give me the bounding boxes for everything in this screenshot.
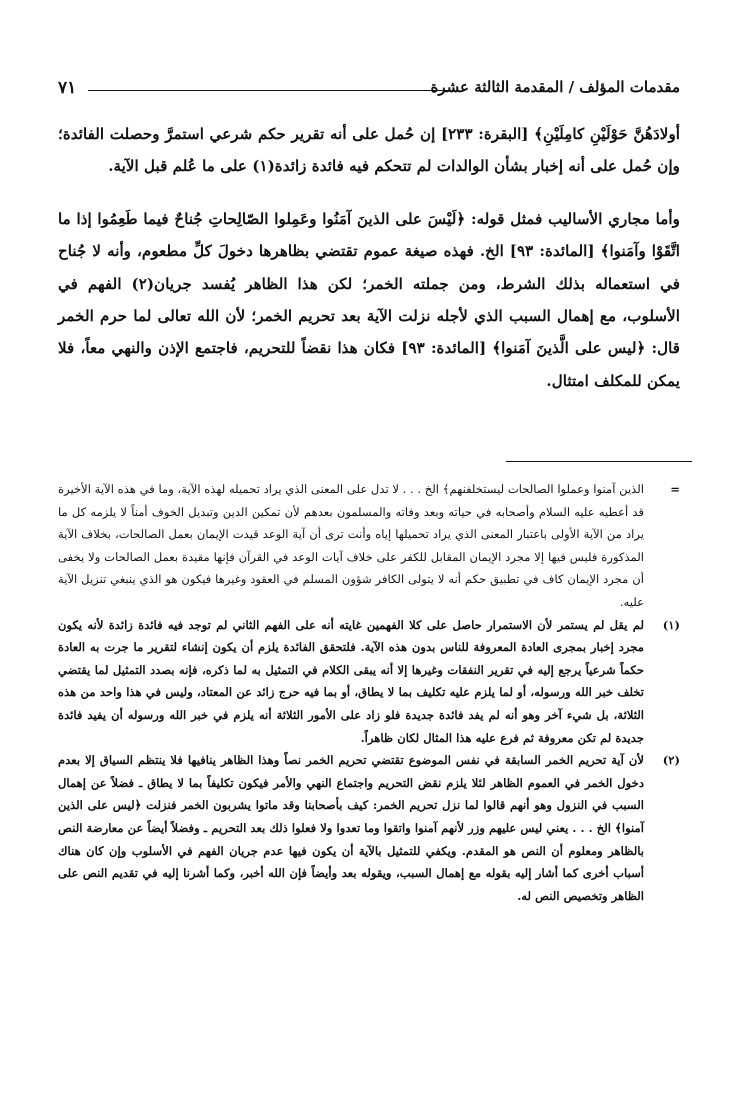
footnote-text: لم يقل لم يستمر لأن الاستمرار حاصل على كلا الفهمين غايته أنه على الفهم الثاني لم توجد فيه فائدة زائدة لأنه يكون مجرد إخبار بمجرى العادة المعروفة للناس بدون هذه الآية. فلتحقق الفائدة يلزم أن يكون إنشاء لتقرير ما جرت به العادة حكماً شرعياً يرجع إليه في تقرير النفقات وغيرها إلا أنه يبقى الكلام في التمثيل به لما ذكره، فإنه بصدد التمثيل لما يقتضي تخلف خبر الله ورسوله، أو لما يلزم عليه تكليف بما لا يطاق، أو بما فيه حرج زائد عن المعتاد، وليس في هذا واحد من هذه الثلاثة، بل شيء آخر وهو أنه لم يفد فائدة جديدة فلو زاد على الأمور الثلاثة أنه يلزم في خبر الله ورسوله أن يفيد فائدة جديدة لم تكن معروفة ثم فرع عليه هذا المثال لكان ظاهراً.: [58, 617, 644, 745]
footnotes: [58, 478, 680, 907]
footnote-continuation: [58, 478, 680, 614]
page-header: [58, 78, 680, 104]
footnote-marker: =: [670, 482, 680, 496]
header-rule: [88, 90, 448, 91]
footnote-separator: [506, 461, 692, 462]
footnote-marker: (٢): [662, 753, 680, 768]
main-text: [58, 118, 680, 397]
paragraph: وأما مجاري الأساليب فمثل قوله: ﴿لَيْسَ على الذينَ آمَنُوا وعَمِلوا الصّالِحاتِ جُناحٌ فيما طَعِمُوا إذا ما اتَّقَوْا وآمَنوا﴾ [المائدة: ٩٣] الخ. فهذه صيغة عموم تقتضي بظاهرها دخولَ كلِّ مطعوم، وأنه لا جُناح في استعماله بذلك الشرط، ومن جملته الخمر؛ لكن هذا الظاهر يُفسد جريان(٢) الفهم في الأسلوب، مع إهمال السبب الذي لأجله نزلت الآية بعد تحريم الخمر؛ لأن الله تعالى لما حرم الخمر قال: ﴿ليس على الَّذينَ آمَنوا﴾ [المائدة: ٩٣] فكان هذا نقضاً للتحريم، فاجتمع الإذن والنهي معاً، فلا يمكن للمكلف امتثال.: [58, 209, 680, 390]
paragraph: أولادَهُنَّ حَوْلَيْنِ كامِلَيْنِ﴾ [البقرة: ٢٣٣] إن حُمل على أنه تقرير حكم شرعي استمرَّ وحصلت الفائدة؛ وإن حُمل على أنه إخبار بشأن الوالدات لم تتحكم فيه فائدة زائدة(١) على ما عُلم قبل الآية.: [58, 125, 681, 176]
footnote-2: [58, 749, 680, 907]
footnote-1: [58, 614, 680, 750]
running-title: مقدمات المؤلف / المقدمة الثالثة عشرة: [430, 78, 680, 96]
footnote-text: لأن آية تحريم الخمر السابقة في نفس الموضوع تقتضي تحريم الخمر نصاً وهذا الظاهر ينافيها فلا ينتظم السياق إلا بعدم دخول الخمر في العموم الظاهر لئلا يلزم نقض التحريم واجتماع النهي والأمر فيكون تكليفاً بما لا يطاق ـ فضلاً عن إهمال السبب في النزول وهو أنهم قالوا لما نزل تحريم الخمر: كيف بأصحابنا وقد ماتوا يشربون الخمر فنزلت ﴿ليس على الذين آمنوا﴾ الخ . . . يعني ليس عليهم وزر لأنهم آمنوا واتقوا وما تعدوا ولا فعلوا ذلك بعد التحريم ـ وفضلاً أيضاً عن معارضة النص بالظاهر ومعلوم أن النص هو المقدم. ويكفي للتمثيل بالآية أن يكون فيها عدم جريان الفهم في الأسلوب وإن كان هناك أسباب أخرى كما أشار إليه بقوله مع إهمال السبب، ويقوله بعد وأيضاً فإن الله أخبر، وكما أشرنا إليه في تقديم النص على الظاهر وتخصيص النص له.: [58, 753, 644, 903]
footnote-text: الذين آمنوا وعملوا الصالحات ليستخلفنهم﴾ الخ . . . لا تدل على المعنى الذي يراد تحميله لهذه الآية، وما في هذه الآية الأخيرة قد أعطيه عليه السلام وأصحابه في حياته وبعد وفاته والمسلمون بعدهم لأن تمكين الدين وتبديل الخوف أمناً لا يلزمه كل ما يراد من الآية الأولى باعتبار المعنى الذي يراد تحميلها إياه وأنت ترى أن آية الوعد قيدت الإيمان بعمل الصالحات، بخلاف الآية المذكورة فليس فيها إلا مجرد الإيمان المقابل للكفر على خلاف آيات الوعد في القرآن فإنها مقيدة بعمل الصالحات ولا يخفى أن مجرد الإيمان كاف في تطبيق حكم أنه لا يتولى الكافر شؤون المسلم في العقود وغيرها فيكون هو الذي ينبغي تنزيل الآية عليه.: [58, 482, 644, 609]
page-number: ٧١: [58, 78, 77, 98]
footnote-marker: (١): [662, 617, 680, 632]
